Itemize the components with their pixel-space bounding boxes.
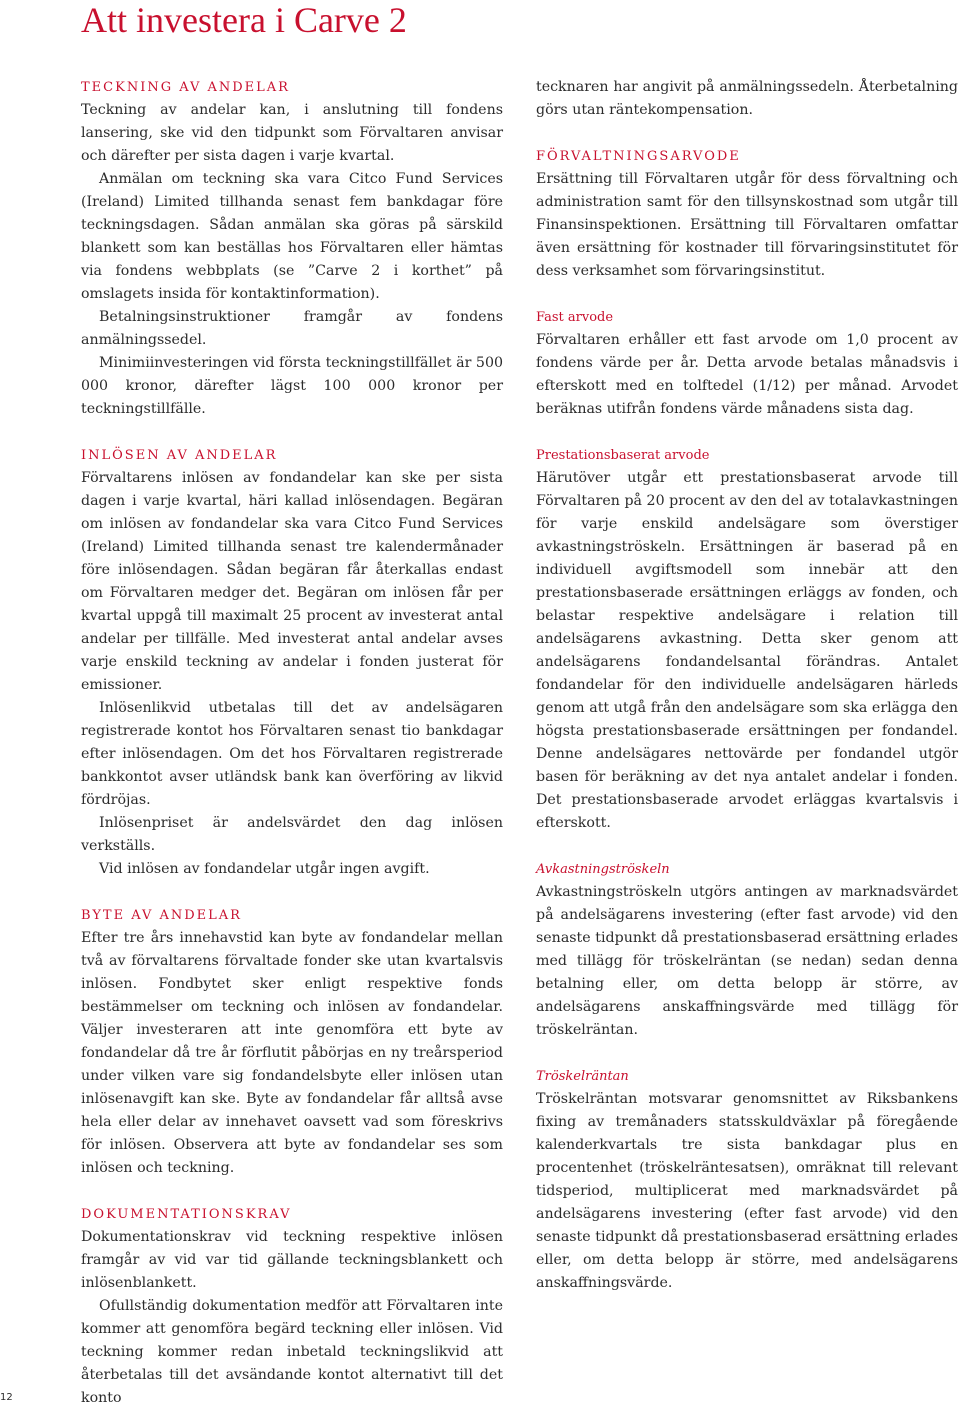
- paragraph: Avkastningströskeln utgörs antingen av marknadsvärdet på andelsägarens investering (efter fast arvode) vid den senaste tidpunkt då prestationsbaserad ersättning erlades med tillägg för tröskelräntan (se nedan) sedan denna betalning eller, om detta belopp är större, av andelsägarens anskaffningsvärde med tillägg för tröskelräntan.: [536, 884, 958, 1038]
- subheading-fast-arvode: Fast arvode: [536, 310, 614, 325]
- paragraph: Inlösenlikvid utbetalas till det av andelsägaren registrerade kontot hos Förvaltaren senast tio bankdagar efter inlösendagen. Om det hos Förvaltaren registrerade bankkontot avser utländsk bank kan överföring av likvid fördröjas.: [81, 700, 503, 808]
- section-heading-inlosen: INLÖSEN AV ANDELAR: [81, 448, 278, 463]
- paragraph: Anmälan om teckning ska vara Citco Fund Services (Ireland) Limited tillhanda senast fem bankdagar före teckningsdagen. Sådan anmälan ska göras på särskild blankett som kan beställas hos Förvaltaren eller hämtas via fondens webbplats (se ”Carve 2 i korthet” på omslagets insida för kontaktinformation).: [81, 171, 503, 302]
- paragraph: Ersättning till Förvaltaren utgår för dess förvaltning och administration samt för den tillsynskostnad som utgår till Finansinspektionen. Ersättning till Förvaltaren omfattar även ersättning för kostnader till förvaringsinstitutet för dess verksamhet som förvaringsinstitut.: [536, 171, 958, 279]
- section-heading-teckning: TECKNING AV ANDELAR: [81, 80, 290, 95]
- section-avkastningstroskeln: [536, 858, 958, 1042]
- paragraph: Härutöver utgår ett prestationsbaserat arvode till Förvaltaren på 20 procent av den del av totalavkastningen för varje enskild andelsägare som överstiger avkastningströskeln. Ersättningen är baserad på en individuell avgiftsmodell som innebär att den prestationsbaserade ersättningen erläggs av fonden, och belastar respektive andelsägare i relation till andelsägarens avkastning. Detta sker genom att andelsägarens fondandelsantal förändras. Antalet fondandelar för den individuelle andelsägaren härleds genom att utgå från den andelsägare som ska erlägga den högsta prestationsbaserade ersättningen per fondandel. Denne andelsägares nettovärde per fondandel utgör basen för beräkning av det nya antalet andelar i fonden. Det prestationsbaserade arvodet erläggas kvartalsvis i efterskott.: [536, 470, 958, 831]
- paragraph: Betalningsinstruktioner framgår av fondens anmälningssedel.: [81, 309, 503, 348]
- section-inlosen: [81, 444, 503, 881]
- section-byte: [81, 904, 503, 1180]
- page-number: 12: [0, 1392, 13, 1403]
- paragraph: Förvaltaren erhåller ett fast arvode om 1,0 procent av fondens värde per år. Detta arvode betalas månadsvis i efterskott med en tolftedel (1/12) per månad. Arvodet beräknas utifrån fondens värde månadens sista dag.: [536, 332, 958, 417]
- paragraph: Förvaltarens inlösen av fondandelar kan ske per sista dagen i varje kvartal, häri kallad inlösendagen. Begäran om inlösen av fondandelar ska vara Citco Fund Services (Ireland) Limited tillhanda senast tre kalendermånader före inlösendagen. Sådan begäran får återkallas endast om Förvaltaren medger det. Begäran om inlösen får per kvartal uppgå till maximalt 25 procent av investerat antal andelar per tillfälle. Med investerat antal andelar avses varje enskild teckning av andelar i fonden justerat för emissioner.: [81, 470, 503, 693]
- section-heading-byte: BYTE AV ANDELAR: [81, 908, 242, 923]
- paragraph: Efter tre års innehavstid kan byte av fondandelar mellan två av förvaltarens förvaltade fonder ske utan kvartalsvis inlösen. Fondbytet sker enligt respektive fonds bestämmelser om teckning och inlösen av fondandelar. Väljer investeraren att inte genomföra ett byte av fondandelar då tre år förflutit påbörjas en ny treårsperiod under vilken vare sig fondandelsbyte eller inlösen utan inlösenavgift kan ske. Byte av fondandelar får alltså avse hela eller delar av innehavet oavsett vad som föreskrivs för inlösen. Observera att byte av fondandelar ses som inlösen och teckning.: [81, 930, 503, 1176]
- page-title: Att investera i Carve 2: [81, 0, 407, 40]
- paragraph: Minimiinvesteringen vid första teckningstillfället är 500 000 kronor, därefter lägst 100 000 kronor per teckningstillfälle.: [81, 355, 503, 417]
- section-heading-dokumentation: DOKUMENTATIONSKRAV: [81, 1207, 292, 1222]
- section-fast-arvode: [536, 306, 958, 421]
- section-heading-forvaltningsarvode: FÖRVALTNINGSARVODE: [536, 149, 741, 164]
- paragraph: Ofullständig dokumentation medför att Förvaltaren inte kommer att genomföra begärd teckning eller inlösen. Vid teckning kommer redan inbetald teckningslikvid att återbetalas till det avsändande kontot alternativt till det konto: [81, 1298, 503, 1406]
- section-forvaltningsarvode: [536, 145, 958, 283]
- paragraph: Teckning av andelar kan, i anslutning till fondens lansering, ske vid den tidpunkt som Förvaltaren anvisar och därefter per sista dagen i varje kvartal.: [81, 102, 503, 164]
- subheading-troskelrantan: Tröskelräntan: [536, 1069, 629, 1084]
- right-column: [536, 76, 958, 1295]
- subheading-avkastningstroskeln: Avkastningströskeln: [536, 862, 670, 877]
- section-teckning: [81, 76, 503, 421]
- section-dokumentation: [81, 1203, 503, 1410]
- paragraph-continuation: tecknaren har angivit på anmälningssedeln. Återbetalning görs utan räntekompensation.: [536, 79, 958, 118]
- section-prestationsbaserat-arvode: [536, 444, 958, 835]
- subheading-prestationsbaserat-arvode: Prestationsbaserat arvode: [536, 448, 710, 463]
- section-troskelrantan: [536, 1065, 958, 1295]
- left-column: [81, 76, 503, 1410]
- paragraph: Dokumentationskrav vid teckning respektive inlösen framgår av vid var tid gällande teckningsblankett och inlösenblankett.: [81, 1229, 503, 1291]
- paragraph: Inlösenpriset är andelsvärdet den dag inlösen verkställs.: [81, 815, 503, 854]
- paragraph: Vid inlösen av fondandelar utgår ingen avgift.: [99, 861, 430, 877]
- paragraph: Tröskelräntan motsvarar genomsnittet av Riksbankens fixing av tremånaders statsskuldväxlar på föregående kalenderkvartals tre sista bankdagar plus en procentenhet (tröskelräntesatsen), omräknat till relevant tidsperiod, multiplicerat med marknadsvärdet på andelsägarens investering (efter fast arvode) vid den senaste tidpunkt då prestationsbaserad ersättning erlades eller, om detta belopp är större, med andelsägarens anskaffningsvärde.: [536, 1091, 958, 1291]
